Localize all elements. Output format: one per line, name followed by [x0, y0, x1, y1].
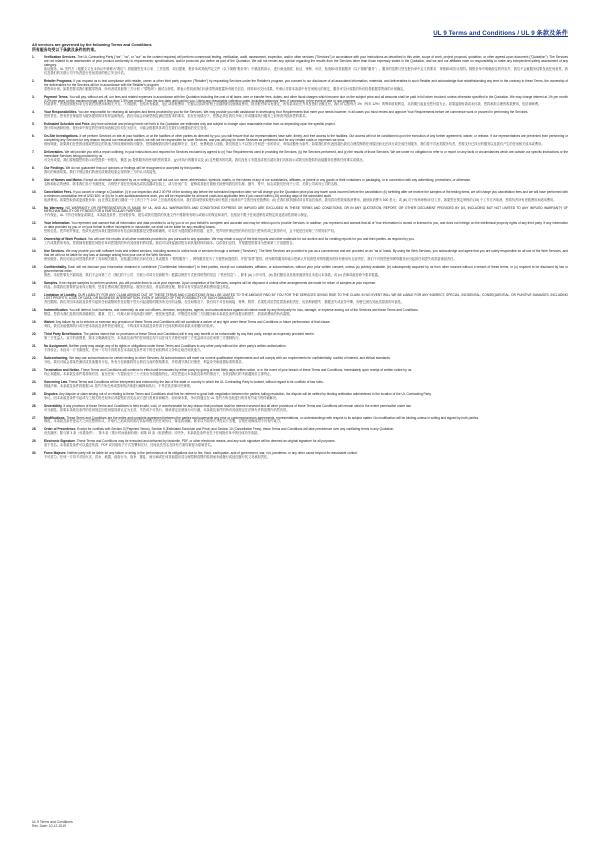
clause — [32, 381, 568, 389]
clause-chinese: 赔偿。您将为我们及我们的高级职员、董事、员工、代理人和分包商进行辩护，使其免受损害，并赔偿任何第三方因服务和本条款及条件而提出的损失、损害或费用的所有索赔。 — [44, 312, 293, 317]
clause-number: 18. — [32, 308, 37, 313]
clause-body — [44, 238, 568, 246]
clause-chinese: 保密。未经您事先书面同意，我们不会向第三方（我们的子公司、关联公司或分包商除外）披露以保密方式获得的您的信息（"机密信息"），除非 (a) 公开可得，(b) 我们随后从其他来源获得且未违反本条款，或 (c) 法律或政府命令要求披露。 — [44, 272, 381, 277]
clause-body — [44, 56, 568, 76]
intro-chinese: 所有服务均受以下条款及条件的约束。 — [32, 46, 99, 52]
clause — [32, 357, 568, 365]
clause-number: 22. — [32, 356, 37, 360]
clause-english-text: These Terms and Conditions may be executed and delivered by facsimile, PDF, or other electronic means, and any such signature will be deemed an original signature for all purposes. — [76, 439, 336, 444]
clause-english-text: If you request us to test compliance with retailer, owner or other third party program ("Retailer") by requesting Services under the Retailer's program, you consent to our disclosure of all associated information, materials, and deliverables to such Retailer and acknowledge that notwithstanding any term to the contrary in these Terms, the ownership of the deliverables for the Services will be in accordance with the Retailer's program. — [44, 78, 568, 87]
clause-english-text: If you cancel or change a Quotation: (i) in our inspection visit 2.00 PM of the working day before the scheduled inspection date; we will charge you the Quotation price plus any travel costs incurred before the cancellation; (ii) forfeiting after we receive the samples of the testing items, we will charge you cancellation fees and we will have performed with a minimum cancellation fee of USD 500; or (iii) for in-site audit/assessment work, you will be responsible for all travel costs and applicable fees if you cancel within (15) working days of the scheduled audit. — [44, 189, 568, 198]
clause-number: 15. — [32, 264, 37, 269]
clause — [32, 135, 568, 147]
clause-title: Use Services. — [44, 249, 65, 254]
clause-chinese: 终止和通知。本条款及条件将持续有效，直至任何一方提前至少三十天发出书面通知终止，或在您违反本条款及条件的情况下，在收到我们的书面通知后立即终止。 — [44, 371, 274, 376]
clause-english-text: Except as otherwise authorized by us in writing, you will not use our name, abbreviation, symbols, marks, or the names of any of our subsidiaries, affiliates, or parent or any goods or their containers or packaging, or in connection with any advertising, promotions, or otherwise. — [83, 177, 471, 182]
clause-title: Force Majeure. — [44, 451, 67, 456]
clause-number: 29. — [32, 439, 37, 444]
clause-english-text: These Terms and Conditions will continue in effect until terminated by either party by giving at least thirty days written notice, or in the event of your breach of these Terms and Conditions, immediately upon receipt of written notice by us. — [80, 367, 413, 372]
clause-number: 20. — [32, 332, 37, 337]
clause-chinese: 验证服务。UL 签约方（根据文义在本协议中被称为"我们"）将根据您在本订单、工作范围、项目提案、报价单或其他约定文件（以下简称"报价单"）中描述的指示，进行商业测试、验证、审核、评估、检查和/或其他服务（以下简称"服务"）。服务的范围与您在报价单中定义的要求、规格和/或协议相符。除报价单中明确规定的内容外，我们不会就服务结果发表任何意见，我们及我们的关联公司不负责进行任何类别的独立安全评估。 — [44, 66, 568, 75]
clause-number: 10. — [32, 189, 37, 194]
intro-english: All services are governed by the following Terms and Conditions — [32, 42, 152, 47]
clause-chinese: 使用服务。我们可能会向您提供软件工具和相关服务，包括通过网站访问在线工具或服务（"网络服务"）。网络服务是为了方便您而提供的，并按"原样"提供。使用网络服务即表示您承认并同意您对网络服务的所有使用负全部责任，我们不对因您使用网络服务而引起的任何损失或损害承担责任。 — [44, 256, 457, 261]
clause-english-text: We will provide you with a report outlining, in your instructions and required for Services excluded by agreed to (x) Your Requirements used in providing the Services, (y) the Services performed, and (z) the results of those Services. We are under no obligation to refer to or report on any facts or circumstances which are outside our specific instructions or the immediate Services being provided by us. — [44, 150, 568, 158]
clause-body — [44, 179, 568, 187]
clause-chinese: 您的责任。您有责任保留您为服务提供的所有样品和物品。我们可能会协助您制定满足您需求的要求，但在任何情况下，您都必须在我们开始工作或继续执行服务之前审查并批准您的要求。 — [44, 114, 309, 119]
clause-chinese: 不可抗力。任何一方均不对因火灾、洪水、地震、政府行为、战争、暴乱、流行病或任何其他超出其合理控制范围的原因而未能履行或延迟履行其义务承担责任。 — [44, 455, 271, 460]
clause-body — [44, 428, 568, 436]
clause-chinese: 分包。我们可能会将某些测试或其他服务分包。所有分包商都将符合我们当前的资格要求，并将遵守我们对保密、利益冲突和道德标准的要求。 — [44, 359, 245, 364]
clause-english-text: Each will not disclose your information obtained in confidence ("Confidential Information") to third parties, except our subsidiaries, affiliates, or subcontractors, without your prior written consent, unless (a) publicly available, (b) subsequently acquired by us from other sources without a breach of these terms, or (c) required to be disclosed by law or governmental order. — [44, 264, 568, 273]
clause-english-text: Any failure by us to enforce or exercise any provision of these Terms and Conditions will not constitute a waiver of any right under these Terms and Conditions or future performance of that clause. — [55, 320, 331, 325]
clause-body — [44, 321, 568, 329]
clause-body — [44, 207, 568, 219]
clause-number: 17. — [32, 292, 37, 297]
document-title: UL 9 Terms and Conditions / UL 9 条款及条件 — [433, 30, 568, 37]
clause-english-text: If we perform Services on site at your facilities, or at the facilities of other parties as directed by you, you will ensure that our representatives have safe, timely, and free access to the facilities. Our access will not be conditioned upon the execution of any further agreement, waiver, or release. If our representatives are prevented from performing or completing any Services for any reason beyond our reasonable control, we will not be responsible for such Services, and you will pay for those Services as performed and for any related costs or expenses we incur. — [44, 134, 568, 143]
clause-chinese: 预计时间表和价格。报价单中规定的任何时间表和定价均仅为估计，可能会根据具体项目在我们合理通知后发生变化。 — [44, 126, 210, 131]
clause-chinese: 零售商计划。如果您要求我们根据零售商、所有者或其他第三方计划（"零售商"）测试合规性，即表示您同意我们向该零售商披露所有相关信息、材料和可交付成果，并承认尽管本条款中有任何相反的规定，服务可交付成果的所有权将根据零售商的计划确定。 — [44, 86, 407, 91]
clause — [32, 222, 568, 234]
clause — [32, 179, 568, 187]
clause — [32, 369, 568, 377]
clause-title: Deliverables. — [44, 150, 64, 155]
clause — [32, 405, 568, 413]
clause-body — [44, 151, 568, 163]
clause — [32, 452, 568, 460]
clause — [32, 417, 568, 425]
clause-body — [44, 80, 568, 92]
clause-title: Governing Law. — [44, 379, 68, 384]
clause-body — [44, 191, 568, 203]
clause-title: Your Responsibilities. — [44, 110, 78, 115]
clause-number: 23. — [32, 367, 37, 372]
clause-english-text: You will own the results of all other materials provided to you pursuant to any quotation. We may retain a copy of the test reports and other materials for our archive and for creating reports for you and third parties, as required by you. — [87, 237, 415, 242]
clause — [32, 123, 568, 131]
footer-rev-date: Rev. Date: 10-12-2019 — [32, 824, 67, 829]
clause-chinese: 取消费用。如果您取消或更改报价单：(i) 在预定检查日期前一个工作日下午 2:00 之后取消检验访问，我们将向您收取报价单价格加上取消前产生的任何差旅费用；(ii) 在我们收到测试项目样品后取消，我们将向您收取取消费用，最低取消费为 500 美元；或 (iii) 对于现场审核/评估工作，如果您在预定审核的 (15) 个工作日内取消，您将负责所有差旅费用和适用费用。 — [44, 197, 557, 202]
clause-chinese: 我们的调查结果。我们不保证我们的意见或调查结果会得到第三方的认可或接受。 — [44, 169, 159, 174]
clause-english-text: If any provision of these Terms and Conditions is held invalid, void, or unenforceable for any reason that provision shall be deemed severed and all other provisions of these Terms and Conditions will remain valid to the extent permissible under law. — [63, 403, 412, 408]
clause-number: 2. — [32, 78, 35, 83]
clause-list — [32, 56, 568, 460]
clause-body — [44, 405, 568, 413]
clause-chinese: 不作保证。UL 不作任何保证或陈述，本条款及条件、任何报价单、报告或我们提供的其他文件中排除所有明示或暗示的保证和条件，包括但不限于任何适销性或特定用途适用性的暗示保证。 — [44, 213, 311, 218]
clause-english-text: Any dispute or claim arising out of or relating to these Terms and Conditions shall first be referred to good faith negotiation between the parties; failing resolution, the dispute will be settled by binding arbitration administered in the location of the UL Contracting Party. — [59, 391, 432, 396]
clause-english-text: If we require samples to perform services, you will provide them to us at your expense. Upon completion of the Services, samples will be disposed of unless other arrangements are made for return of samples at your expense. — [58, 280, 377, 285]
clause-english-text: You are responsible for retaining all samples and items provided by you for the Services. We may provide you with assistance in developing Your Requirements that meet your needs however, in all cases you must review and approve Your Requirements before we commence work or proceed in performing the Services. — [78, 110, 529, 115]
clause-english-text: The parties intend that no provisions of these Terms and Conditions will in any way benefit or be enforceable by any third party, except as expressly provided herein. — [83, 332, 315, 337]
clause — [32, 282, 568, 290]
clause-body — [44, 111, 568, 119]
clause-number: 4. — [32, 110, 35, 115]
clause-body — [44, 357, 568, 365]
clause-number: 27. — [32, 415, 37, 420]
clause — [32, 250, 568, 262]
clause — [32, 207, 568, 219]
clause-title: No Assignment. — [44, 344, 69, 349]
clause-english-text: NO WARRANTY OR REPRESENTATION IS MADE BY UL, AND ALL WARRANTIES AND CONDITIONS EXPRESS OR IMPLIED ARE EXCLUDED IN THESE TERMS AND CONDITIONS, OR IN ANY QUOTATION, REPORT, OR OTHER DOCUMENT PROVIDED BY US, INCLUDING BUT NOT LIMITED TO ANY IMPLIED WARRANTY OF MERCHANTABILITY OR FITNESS FOR A PARTICULAR PURPOSE. — [44, 205, 568, 214]
clause — [32, 56, 568, 76]
clause-title: Modifications. — [44, 415, 66, 420]
clause — [32, 333, 568, 341]
clause-number: 9. — [32, 177, 35, 182]
clause-title: Waiver. — [44, 320, 56, 325]
clause-chinese: 名称和标志的使用。除非我们另行书面授权，否则您不得在任何商品或其容器或包装上，或与任何广告、促销或其他方面相关地使用我们的名称、缩写、符号、标志或我们任何子公司、关联公司或母公司的名称。 — [44, 181, 341, 186]
terms-document — [32, 28, 568, 828]
clause-number: 13. — [32, 237, 37, 242]
clause-english-text: You will defend, hold harmless, and indemnify us and our officers, directors, employees, agents, and subcontractors against all claims made by any third party for loss, damage, or expense arising out of the Services and these Terms and Conditions. — [69, 308, 419, 313]
clause-title: Indemnification. — [44, 308, 69, 313]
clause-title: Third Party Beneficiaries. — [44, 332, 83, 337]
clause — [32, 238, 568, 246]
clause-body — [44, 381, 568, 389]
clause-body — [44, 135, 568, 147]
clause-chinese: 责任限制。我们对因本条款及条件引起的任何索赔的责任应限于您为引起索赔的服务所支付的金额。在任何情况下，我们均不对任何间接、特殊、附带、后果性或惩罚性损害承担责任，包括利润损失、数据丢失或业务中断，即使已被告知此类损害的可能性。 — [44, 300, 405, 305]
clause-chinese: 电子签名。本条款及条件可以通过传真、PDF 或其他电子方式签署和交付，任何此类签名在所有方面均被视为原始签名。 — [44, 443, 214, 448]
clause — [32, 440, 568, 448]
clause-body — [44, 393, 568, 401]
clause — [32, 393, 568, 401]
clause-chinese: 第三方受益人。双方的意图是，除本文明确规定外，本条款及条件的任何规定均不以任何方式使任何第三方受益或可由任何第三方强制执行。 — [44, 336, 242, 341]
clause-title: Ownership of Work Product. — [44, 237, 87, 242]
clause-body — [44, 266, 568, 278]
clause-number: 24. — [32, 379, 37, 384]
clause-chinese: 可分割性。如果本条款及条件的任何规定因任何原因被认定为无效、失效或不可执行，则该规定应被视为可分割，本条款及条件的所有其他规定在法律允许的范围内仍然有效。 — [44, 407, 290, 412]
intro — [32, 43, 568, 52]
clause-chinese: 付款条件。您将按照报价单支付我们的费用和相关开支，不得抵销，包括所有税款、电汇或转账费用、关税以及标的价格上应缴纳的其他财政费用，除非报价单另有规定，所有款项应在开具发票时全额支付。我们可以按每月 1%（每年 12%）的利率收取利息，从到期日起直至您付清为止。如果逾期付款或未付款，您将承担合理的收款费用，包括律师费。 — [44, 102, 542, 107]
clause-number: 28. — [32, 427, 37, 432]
clause-body — [44, 309, 568, 317]
clause-english-text: Except for conflicts with Section 3 (Payment Terms), Section 5 (Estimated Schedule and Price) and Section 10 (Cancellation Fees), these Terms and Conditions will take precedence over any conflicting terms in any Quotation. — [77, 427, 395, 432]
clause-number: 21. — [32, 344, 37, 349]
clause-title: Termination and Notice. — [44, 367, 81, 372]
clause-title: Cancellation Fees. — [44, 189, 72, 194]
clause-title: Use of Names and Marks. — [44, 177, 83, 182]
clause — [32, 321, 568, 329]
clause-number: 7. — [32, 150, 35, 155]
clause-title: Retailer Programs. — [44, 78, 73, 83]
clause-title: Your Information. — [44, 221, 71, 226]
clause-body — [44, 345, 568, 353]
footer-doc-name: UL 9 Terms and Conditions — [32, 820, 73, 824]
clause-chinese: 修改。本条款及条件是双方之间完整的协议，并取代之前或同时期与其标的相关的任何协议、陈述或谅解。除非以书面形式并经双方签署，否则任何修改均不具有约束力。 — [44, 419, 284, 424]
clause-number: 19. — [32, 320, 37, 325]
document-footer — [32, 820, 73, 828]
clause-body — [44, 294, 568, 306]
clause-chinese: 样品。如果我们需要样品来执行服务，您将自费向我们提供样品。服务完成后，样品将被处理，除非另有安排由您承担费用退还样品。 — [44, 284, 233, 289]
clause-number: 5. — [32, 122, 35, 127]
clause-english-text: You will pay, without set-off, our fees and related expenses in accordance with the Quotation including the cost of all taxes, wire or transfer fees, duties, and other fiscal charges which become due on the subject price and all amounts shall be paid in full when invoiced, unless otherwise specified in the Quotation. We may charge interest at 1% per month (12% per year) on the maximum legal rate if less than 1.5% per month. From the due date until paid by you. Using any reasonable collection costs, including attorneys' fees, if necessary, in the event of late or non-payment. — [44, 94, 568, 103]
clause-chinese: 可交付成果。我们将根据您的指示向您提供一份报告，概述 (x) 提供服务时使用的您的要求、(y) 所执行的服务以及 (z) 这些服务的结果。我们没有义务提及或报告超出我们具体指示或我们所提供的直接服务范围的任何事实或情况。 — [44, 157, 366, 162]
clause-title: Our Findings. — [44, 165, 65, 170]
clause-english-text: We do not guarantee that our opinions or findings will be recognized or accepted by third parties. — [65, 165, 202, 170]
clause-english-text: These Terms and Conditions are the entire and complete agreement between the parties and supersede any prior or contemporaneous agreements, representations, or understandings with respect to its subject matter. No modification will be binding unless in writing and signed by both parties. — [66, 415, 480, 420]
clause-number: 30. — [32, 451, 37, 456]
clause-title: Samples. — [44, 280, 58, 285]
clause — [32, 151, 568, 163]
clause — [32, 80, 568, 92]
clause-english-text: Neither party will be liable for any failure or delay in the performance of its obligations due to fire, flood, earthquake, acts of government, war, riot, pandemic, or any other cause beyond its reasonable control. — [67, 451, 358, 456]
clause-body — [44, 96, 568, 108]
clause — [32, 167, 568, 175]
clause-number: 25. — [32, 391, 37, 396]
clause — [32, 266, 568, 278]
clause-english-text: We may use subcontractors for certain testing or other Services. All subcontractors will meet our current qualification requirements and will comply with our requirements for confidentiality, conflict of interest, and ethical standards. — [69, 356, 391, 360]
clause-title: Confidentiality. — [44, 264, 67, 269]
clause-title: On-Site Investigations. — [44, 134, 79, 139]
clause-body — [44, 250, 568, 262]
clause — [32, 294, 568, 306]
clause — [32, 96, 568, 108]
clause-title: No Warranty. — [44, 205, 65, 210]
clause-english-text: Neither party may assign any of its rights or obligations under these Terms and Conditions to any other party without the other party's written authorization. — [69, 344, 287, 349]
clause-body — [44, 167, 568, 175]
clause-body — [44, 333, 568, 341]
clause — [32, 111, 568, 119]
clause-chinese: 争议。因本条款及条件引起或与之相关的任何争议或索赔应首先由双方进行善意协商解决；如协商未果，争议将通过在 UL 签约方所在地进行的具有约束力的仲裁解决。 — [44, 395, 280, 400]
clause-english-text: You represent and warrant that all information and data provided to us by you or on your behalf is complete and accurate and may be relied upon to provide Services. In addition, you represent and warrant that all of Your Information is owned or licensed to you, and does not infringe on the intellectual property rights of any third party. If any information or data provided by you or on your behalf is either incomplete or inaccurate, we shall not be liable for any resulting losses. — [44, 221, 568, 230]
clause-number: 1. — [32, 55, 35, 60]
clause-english-text: These Terms and Conditions will be interpreted and enforced by the law of the state or country in which the UL Contracting Party is located, without regard to its conflicts of law rules. — [68, 379, 324, 384]
clause-chinese: 工作成果的所有权。您将拥有根据任何报价单向您提供的所有其他材料的结果。我们可以保留测试报告和其他材料的副本，以供我们存档，并根据您的要求为您和第三方创建报告。 — [44, 241, 296, 246]
clause-body — [44, 452, 568, 460]
clause-english-text: We may provide you with software tools and related services, including access to online tools or services through a website ("Services"). The Web Services are provided to you as a convenience and are provided on an "as is" basis. By using the Web Services, you acknowledge and agree that you are solely responsible for all use of the Web Services, and that we will not be liable for any loss or damage arising from your use of the Web Services. — [44, 249, 568, 257]
clause-number: 8. — [32, 165, 35, 170]
clause-number: 26. — [32, 403, 37, 408]
clause-title: Limitation of Liability. — [44, 292, 77, 297]
clause-english-text: Any time schedule and pricing herein set forth in the Quotation are estimates only and subject to change upon reasonable notice from us depending upon the specific project. — [91, 122, 336, 127]
clause-title: Verification Services. — [44, 55, 77, 60]
clause — [32, 309, 568, 317]
clause-number: 3. — [32, 94, 35, 99]
clause — [32, 191, 568, 203]
clause-english-text: OUR LIABILITY FOR ANY CLAIM ARISING OUT OF THESE TERMS AND CONDITIONS SHALL BE LIMITED TO THE AMOUNT PAID BY YOU FOR THE SERVICES GIVING RISE TO THE CLAIM. IN NO EVENT WILL WE BE LIABLE FOR ANY INDIRECT, SPECIAL, INCIDENTAL, CONSEQUENTIAL, OR PUNITIVE DAMAGES, INCLUDING LOST PROFITS, LOSS OF DATA, OR BUSINESS INTERRUPTION, EVEN IF ADVISED OF THE POSSIBILITY OF SUCH DAMAGES. — [44, 292, 568, 301]
clause-title: Order of Precedence. — [44, 427, 77, 432]
clause — [32, 345, 568, 353]
clause-title: Severability. — [44, 403, 63, 408]
clause-body — [44, 123, 568, 131]
clause-body — [44, 417, 568, 425]
clause-number: 11. — [32, 205, 37, 210]
clause-body — [44, 222, 568, 234]
clause-body — [44, 369, 568, 377]
clause-english-text: The UL Contracting Party ("we", "us", or "our" as the context requires) will perform commercial testing, verification, audit, assessment, inspection, and/or other services ("Services") in accordance with your instructions as described in this order, scope of work, project proposal, quotation, or other agreed-upon document ("Quotation"). The Services are not related to an assessment of your product conformity to requirements; specifications, and/or protocols you define as part of the Quotation. We will not render any opinion regarding the results from the Services other than those expressly stated in the Quotation, and we and our affiliates have no responsibility to make any independent safety assessment of any category. — [44, 55, 568, 67]
clause-chinese: 优先顺序。除与第 3 条（付款条件）、第 5 条（预计时间表和价格）和第 10 条（取消费用）冲突外，本条款及条件优先于任何报价单中的任何冲突条款。 — [44, 431, 261, 436]
clause-number: 14. — [32, 249, 37, 254]
clause-number: 16. — [32, 280, 37, 285]
clause — [32, 428, 568, 436]
clause-title: Estimated Schedule and Price. — [44, 122, 91, 127]
clause-chinese: 不得转让。未经另一方书面授权，任何一方均不得将其在本条款及条件项下的任何权利或义务转让给任何其他方。 — [44, 348, 204, 352]
clause-number: 12. — [32, 221, 37, 226]
clause-chinese: 弃权。我们未能强制执行或行使本条款及条件的任何规定，不构成对本条款及条件项下任何权利或该条款未来履行的放弃。 — [44, 324, 217, 329]
clause-title: Subcontracting. — [44, 356, 69, 360]
clause-title: Disputes. — [44, 391, 59, 396]
clause-chinese: 您的信息。您声明并保证，您或代表您向我们提供的所有信息和数据都是完整和准确的，可以作为提供服务的依据。此外，您声明并保证您的所有信息归您所有或已获得许可，且不侵犯任何第三方的知识产权。 — [44, 229, 338, 234]
clause-body — [44, 282, 568, 290]
clause-title: Electronic Signature. — [44, 439, 76, 444]
clause-chinese: 管辖法律。本条款及条件将根据 UL 签约方所在州或国家的法律进行解释和执行，不考虑其法律冲突规则。 — [44, 383, 194, 388]
clause-title: Payment Terms. — [44, 94, 69, 99]
clause-number: 6. — [32, 134, 35, 139]
clause-chinese: 现场调查。如果我们在您的设施或您指定的其他方的设施现场执行服务，您将确保我们的代表能够安全、及时、免费地进入设施。我们的进入不以签订任何进一步的协议、弃权或豁免为条件。如果我们的代表因超出我们合理控制的任何原因而无法执行或完成任何服务，我们将不对此类服务负责，您将支付已执行的服务以及我们产生的任何相关成本或费用。 — [44, 142, 545, 147]
clause-body — [44, 440, 568, 448]
